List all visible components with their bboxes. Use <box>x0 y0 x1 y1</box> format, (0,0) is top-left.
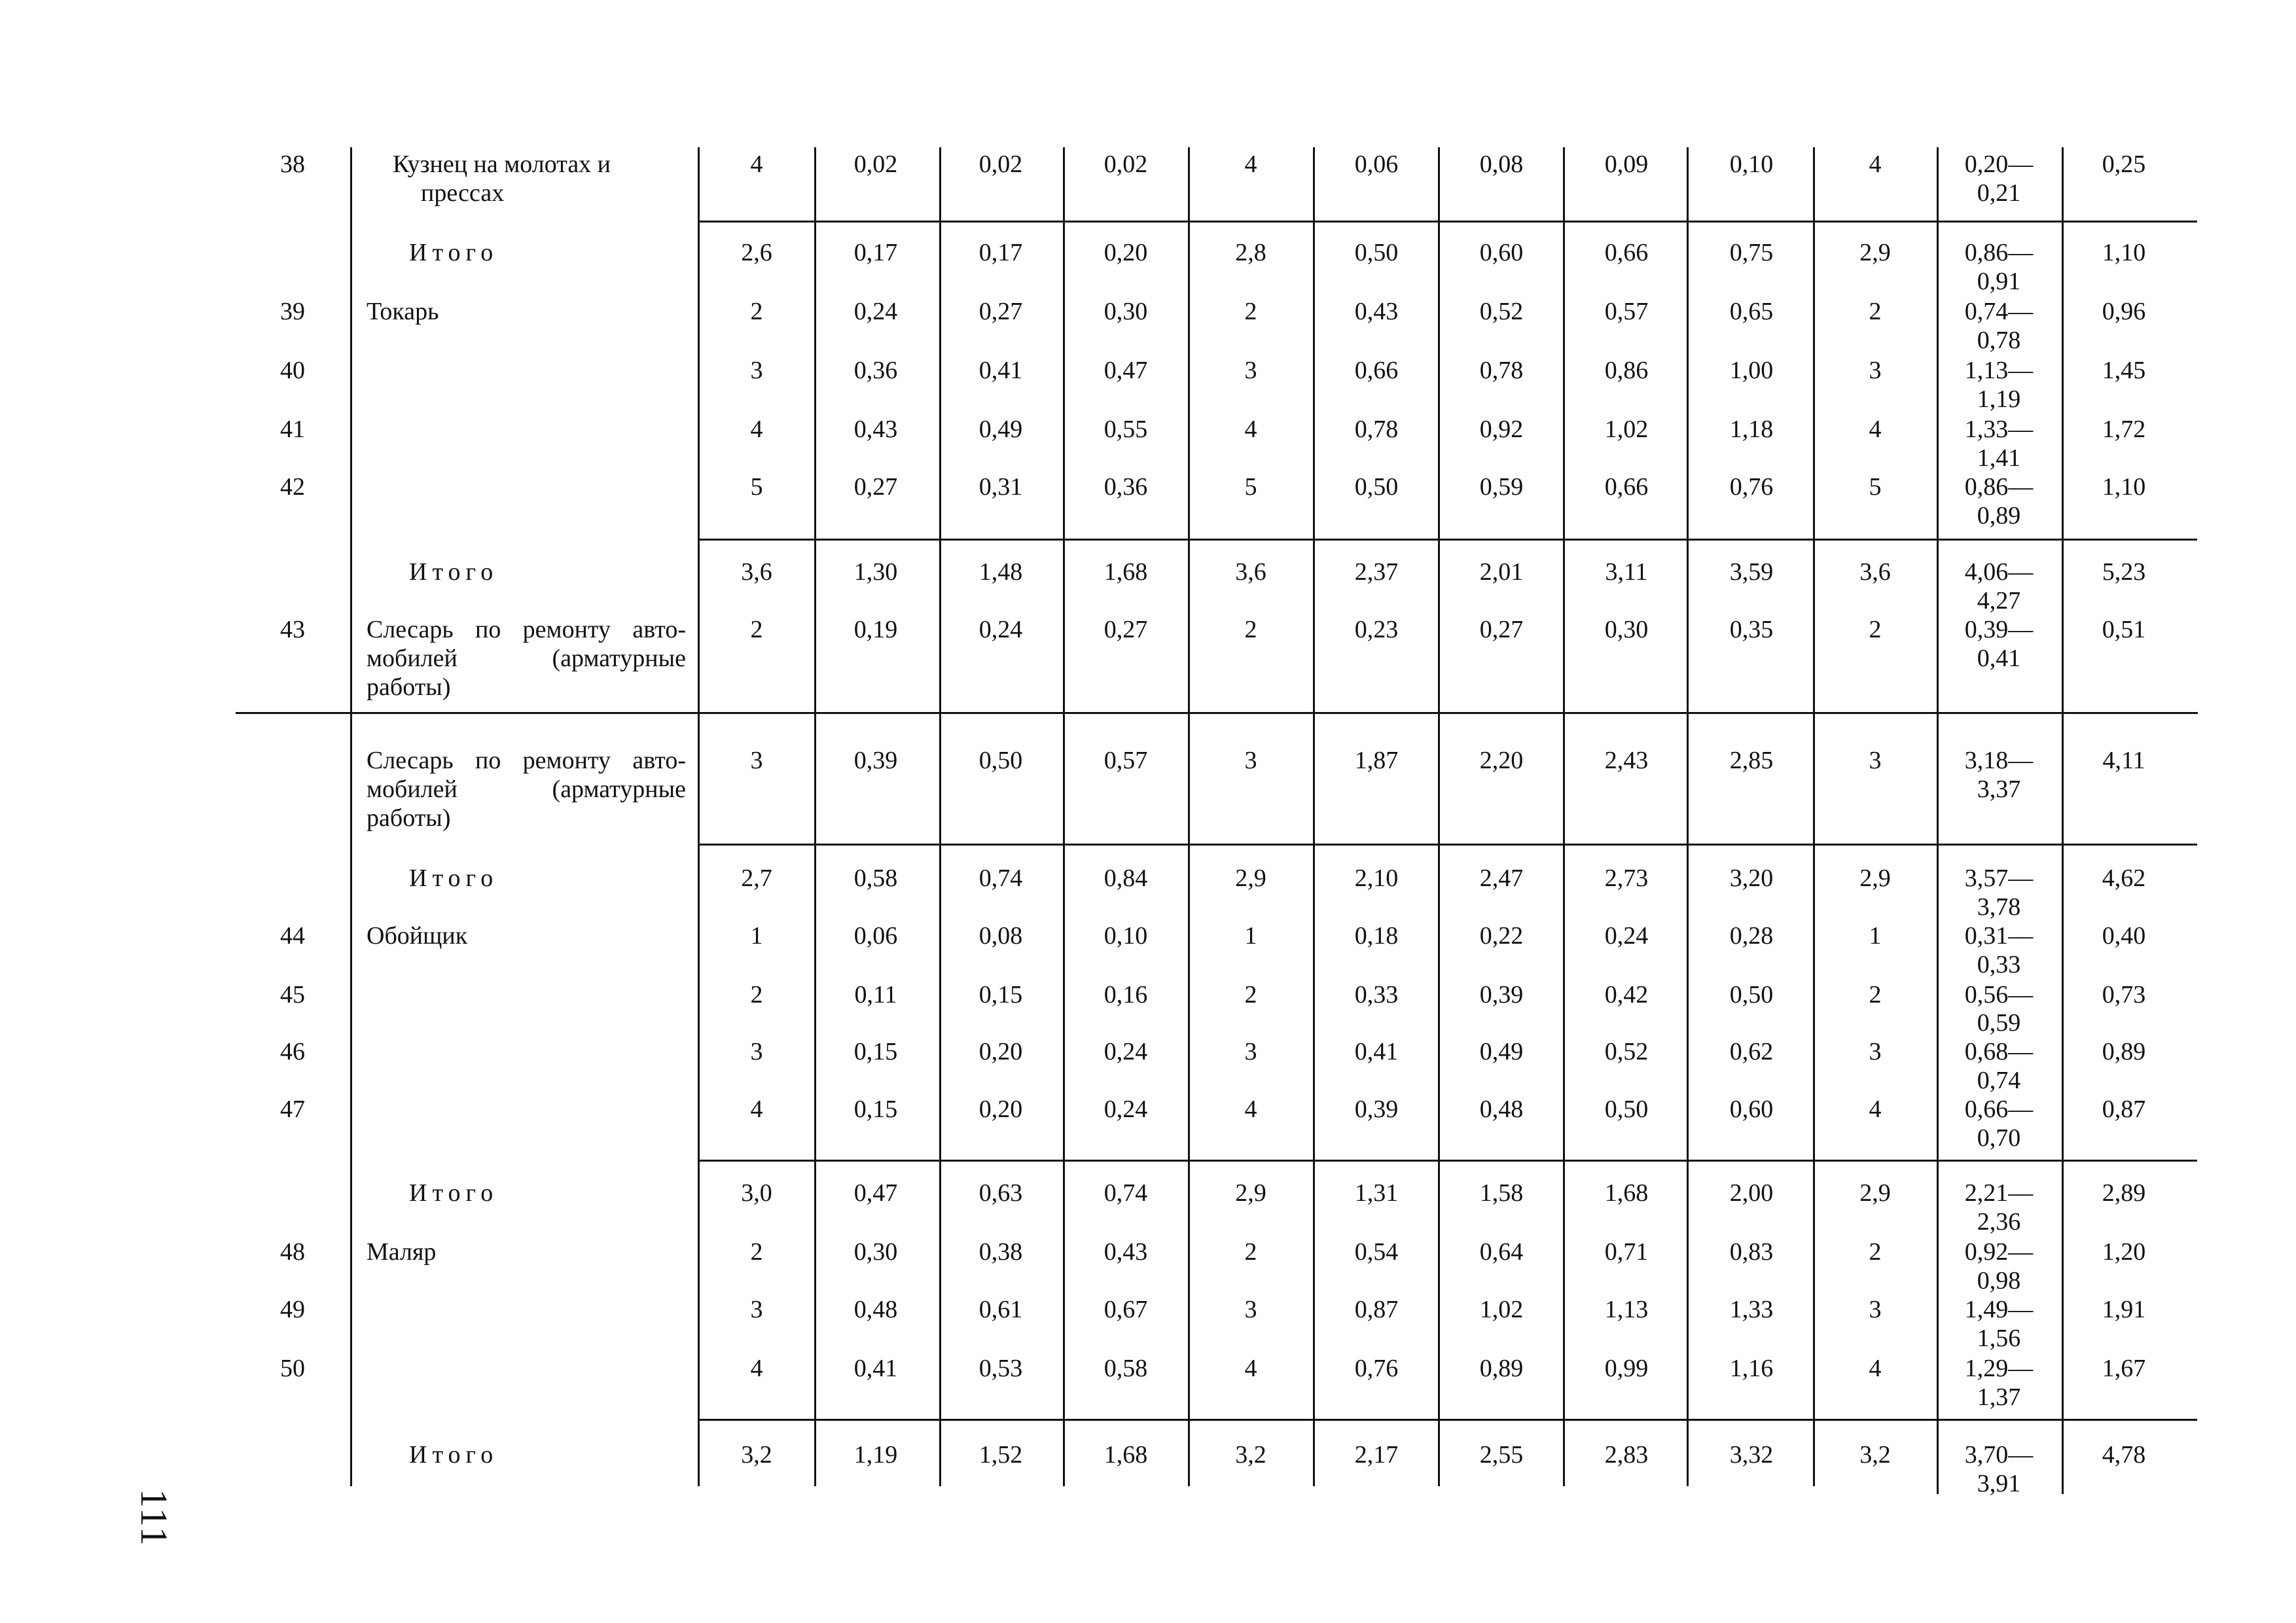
cell-value: 2 <box>1869 1238 1882 1266</box>
row-number: 46 <box>280 1038 305 1065</box>
cell-value: 0,60 <box>1479 239 1524 266</box>
cell-value: 0,27 <box>978 298 1023 325</box>
cell-value: 1,02 <box>1604 416 1649 443</box>
cell-value: 1 <box>1869 922 1882 950</box>
profession-name: Токарь <box>367 298 439 325</box>
cell-value: 1,41 <box>1977 444 2021 472</box>
cell-value: 1,91 <box>2102 1296 2146 1323</box>
cell-value: 0,76 <box>1729 473 1774 501</box>
cell-value: 1,87 <box>1354 747 1399 774</box>
cell-value: 0,33 <box>1977 951 2021 978</box>
cell-value: 3,6 <box>1859 558 1891 586</box>
cell-value: 0,22 <box>1479 922 1524 950</box>
cell-value: 0,67 <box>1103 1296 1148 1323</box>
cell-value: 3,2 <box>1859 1441 1891 1469</box>
row-number: 43 <box>280 616 305 643</box>
cell-value: 0,41 <box>853 1355 898 1382</box>
cell-value: 2,01 <box>1479 558 1524 586</box>
row-rule <box>698 1160 2197 1162</box>
column-rule <box>939 147 941 1486</box>
cell-value: 3,70— <box>1964 1441 2034 1469</box>
cell-value: 3 <box>750 747 763 774</box>
total-label: Итого <box>409 1179 499 1207</box>
cell-value: 5 <box>1244 473 1257 501</box>
cell-value: 0,43 <box>853 416 898 443</box>
cell-value: 0,50 <box>1354 473 1399 501</box>
cell-value: 4 <box>1869 1355 1882 1382</box>
cell-value: 3,59 <box>1729 558 1774 586</box>
cell-value: 0,20 <box>978 1038 1023 1065</box>
cell-value: 2 <box>750 1238 763 1266</box>
cell-value: 5 <box>1869 473 1882 501</box>
cell-value: 0,60 <box>1729 1096 1774 1123</box>
cell-value: 0,89 <box>2102 1038 2146 1065</box>
cell-value: 0,08 <box>1479 151 1524 178</box>
cell-value: 0,20— <box>1964 151 2034 178</box>
cell-value: 0,76 <box>1354 1355 1399 1382</box>
cell-value: 0,31— <box>1964 922 2034 950</box>
cell-value: 1,72 <box>2102 416 2146 443</box>
cell-value: 0,73 <box>2102 981 2146 1008</box>
column-rule <box>698 147 700 1486</box>
cell-value: 0,86— <box>1964 239 2034 266</box>
cell-value: 0,36 <box>1103 473 1148 501</box>
cell-value: 2,36 <box>1977 1208 2021 1236</box>
cell-value: 4 <box>1869 416 1882 443</box>
cell-value: 2,00 <box>1729 1179 1774 1207</box>
cell-value: 0,24 <box>1103 1038 1148 1065</box>
cell-value: 1,68 <box>1103 558 1148 586</box>
cell-value: 0,74 <box>1103 1179 1148 1207</box>
cell-value: 4 <box>1869 1096 1882 1123</box>
cell-value: 0,98 <box>1977 1267 2021 1294</box>
cell-value: 0,41 <box>1977 645 2021 672</box>
cell-value: 0,51 <box>2102 616 2146 643</box>
cell-value: 0,36 <box>853 357 898 384</box>
profession-name: Обойщик <box>367 922 468 950</box>
cell-value: 0,06 <box>853 922 898 950</box>
cell-value: 3 <box>750 1038 763 1065</box>
cell-value: 0,08 <box>978 922 1023 950</box>
cell-value: 1,45 <box>2102 357 2146 384</box>
cell-value: 1,30 <box>853 558 898 586</box>
cell-value: 0,84 <box>1103 865 1148 892</box>
cell-value: 3,11 <box>1605 558 1648 586</box>
cell-value: 3 <box>1869 747 1882 774</box>
cell-value: 2,83 <box>1604 1441 1649 1469</box>
column-rule <box>2062 147 2064 1494</box>
cell-value: 0,10 <box>1729 151 1774 178</box>
total-label: Итого <box>409 865 499 892</box>
cell-value: 0,15 <box>978 981 1023 1008</box>
cell-value: 0,43 <box>1354 298 1399 325</box>
cell-value: 0,66 <box>1354 357 1399 384</box>
total-label: Итого <box>409 558 499 586</box>
cell-value: 0,74 <box>1977 1067 2021 1094</box>
cell-value: 0,49 <box>1479 1038 1524 1065</box>
cell-value: 1,49— <box>1964 1296 2034 1323</box>
cell-value: 2,37 <box>1354 558 1399 586</box>
cell-value: 1 <box>750 922 763 950</box>
cell-value: 0,02 <box>853 151 898 178</box>
column-rule <box>1563 147 1565 1486</box>
cell-value: 2,20 <box>1479 747 1524 774</box>
cell-value: 0,50 <box>1354 239 1399 266</box>
cell-value: 0,18 <box>1354 922 1399 950</box>
cell-value: 4,06— <box>1964 558 2034 586</box>
cell-value: 1,33 <box>1729 1296 1774 1323</box>
cell-value: 0,21 <box>1977 179 2021 207</box>
row-rule <box>698 539 2197 541</box>
cell-value: 0,58 <box>853 865 898 892</box>
cell-value: 4 <box>750 1096 763 1123</box>
cell-value: 0,54 <box>1354 1238 1399 1266</box>
cell-value: 1,29— <box>1964 1355 2034 1382</box>
cell-value: 0,50 <box>1604 1096 1649 1123</box>
row-rule <box>698 1419 2197 1421</box>
cell-value: 0,11 <box>854 981 897 1008</box>
profession-name: работы) <box>367 804 451 832</box>
cell-value: 3 <box>1869 357 1882 384</box>
column-rule <box>1937 147 1939 1494</box>
row-number: 38 <box>280 151 305 178</box>
cell-value: 2 <box>1244 616 1257 643</box>
cell-value: 4 <box>1244 416 1257 443</box>
cell-value: 0,24 <box>978 616 1023 643</box>
cell-value: 4,27 <box>1977 587 2021 615</box>
cell-value: 0,87 <box>2102 1096 2146 1123</box>
cell-value: 0,48 <box>853 1296 898 1323</box>
cell-value: 0,70 <box>1977 1124 2021 1152</box>
cell-value: 4 <box>750 151 763 178</box>
column-rule <box>1813 147 1815 1486</box>
cell-value: 2,85 <box>1729 747 1774 774</box>
row-number: 47 <box>280 1096 305 1123</box>
cell-value: 0,10 <box>1103 922 1148 950</box>
cell-value: 0,83 <box>1729 1238 1774 1266</box>
cell-value: 0,75 <box>1729 239 1774 266</box>
cell-value: 2,9 <box>1235 1179 1266 1207</box>
cell-value: 2 <box>750 616 763 643</box>
cell-value: 3,91 <box>1977 1470 2021 1497</box>
cell-value: 0,78 <box>1479 357 1524 384</box>
cell-value: 2 <box>1869 981 1882 1008</box>
cell-value: 0,42 <box>1604 981 1649 1008</box>
cell-value: 1,19 <box>853 1441 898 1469</box>
row-number: 45 <box>280 981 305 1008</box>
cell-value: 0,20 <box>1103 239 1148 266</box>
cell-value: 0,96 <box>2102 298 2146 325</box>
cell-value: 0,43 <box>1103 1238 1148 1266</box>
cell-value: 0,27 <box>1479 616 1524 643</box>
cell-value: 1,67 <box>2102 1355 2146 1382</box>
cell-value: 0,86— <box>1964 473 2034 501</box>
cell-value: 0,30 <box>1604 616 1649 643</box>
cell-value: 3,37 <box>1977 776 2021 803</box>
cell-value: 0,02 <box>1103 151 1148 178</box>
cell-value: 0,39 <box>1354 1096 1399 1123</box>
cell-value: 2,47 <box>1479 865 1524 892</box>
cell-value: 1,10 <box>2102 239 2146 266</box>
cell-value: 3,6 <box>1235 558 1266 586</box>
cell-value: 0,27 <box>853 473 898 501</box>
cell-value: 0,50 <box>1729 981 1774 1008</box>
cell-value: 0,19 <box>853 616 898 643</box>
profession-name: Маляр <box>367 1238 437 1266</box>
cell-value: 0,91 <box>1977 268 2021 295</box>
cell-value: 0,74— <box>1964 298 2034 325</box>
cell-value: 0,39 <box>853 747 898 774</box>
cell-value: 0,61 <box>978 1296 1023 1323</box>
cell-value: 0,89 <box>1479 1355 1524 1382</box>
cell-value: 3,32 <box>1729 1441 1774 1469</box>
row-number: 39 <box>280 298 305 325</box>
cell-value: 0,15 <box>853 1038 898 1065</box>
cell-value: 0,24 <box>1604 922 1649 950</box>
cell-value: 2,10 <box>1354 865 1399 892</box>
cell-value: 1,52 <box>978 1441 1023 1469</box>
cell-value: 0,30 <box>1103 298 1148 325</box>
cell-value: 2,8 <box>1235 239 1266 266</box>
row-number: 42 <box>280 473 305 501</box>
cell-value: 4,78 <box>2102 1441 2146 1469</box>
column-rule <box>1438 147 1440 1486</box>
cell-value: 3,18— <box>1964 747 2034 774</box>
cell-value: 2,55 <box>1479 1441 1524 1469</box>
column-rule <box>1188 147 1190 1486</box>
row-number: 49 <box>280 1296 305 1323</box>
cell-value: 2,9 <box>1859 239 1891 266</box>
row-number: 44 <box>280 922 305 950</box>
profession-name: прессах <box>421 179 505 207</box>
cell-value: 0,24 <box>853 298 898 325</box>
cell-value: 0,40 <box>2102 922 2146 950</box>
cell-value: 0,64 <box>1479 1238 1524 1266</box>
cell-value: 0,71 <box>1604 1238 1649 1266</box>
cell-value: 0,39— <box>1964 616 2034 643</box>
row-rule <box>698 844 2197 846</box>
cell-value: 1,33— <box>1964 416 2034 443</box>
cell-value: 0,23 <box>1354 616 1399 643</box>
cell-value: 0,47 <box>853 1179 898 1207</box>
cell-value: 0,59 <box>1977 1009 2021 1037</box>
total-label: Итого <box>409 1441 499 1469</box>
cell-value: 0,02 <box>978 151 1023 178</box>
cell-value: 0,27 <box>1103 616 1148 643</box>
profession-name: мобилей (арматурные <box>367 645 686 672</box>
cell-value: 0,06 <box>1354 151 1399 178</box>
cell-value: 0,55 <box>1103 416 1148 443</box>
row-number: 40 <box>280 357 305 384</box>
cell-value: 2,9 <box>1859 865 1891 892</box>
cell-value: 0,62 <box>1729 1038 1774 1065</box>
cell-value: 2 <box>1244 298 1257 325</box>
cell-value: 2,6 <box>741 239 772 266</box>
cell-value: 0,58 <box>1103 1355 1148 1382</box>
cell-value: 0,30 <box>853 1238 898 1266</box>
cell-value: 1,13 <box>1604 1296 1649 1323</box>
cell-value: 2 <box>750 981 763 1008</box>
row-rule <box>698 221 2197 223</box>
cell-value: 1,10 <box>2102 473 2146 501</box>
row-rule <box>236 712 2198 714</box>
cell-value: 0,41 <box>1354 1038 1399 1065</box>
cell-value: 3 <box>1244 357 1257 384</box>
cell-value: 2,17 <box>1354 1441 1399 1469</box>
cell-value: 3,0 <box>741 1179 772 1207</box>
row-number: 48 <box>280 1238 305 1266</box>
cell-value: 0,78 <box>1977 327 2021 354</box>
cell-value: 5,23 <box>2102 558 2146 586</box>
cell-value: 2,43 <box>1604 747 1649 774</box>
cell-value: 3 <box>1244 747 1257 774</box>
cell-value: 4 <box>1244 1096 1257 1123</box>
cell-value: 0,52 <box>1604 1038 1649 1065</box>
profession-name: Слесарь по ремонту авто- <box>367 747 686 774</box>
cell-value: 0,33 <box>1354 981 1399 1008</box>
cell-value: 0,74 <box>978 865 1023 892</box>
cell-value: 4 <box>750 1355 763 1382</box>
cell-value: 0,68— <box>1964 1038 2034 1065</box>
cell-value: 4 <box>1244 151 1257 178</box>
cell-value: 1,18 <box>1729 416 1774 443</box>
cell-value: 0,66 <box>1604 473 1649 501</box>
cell-value: 0,24 <box>1103 1096 1148 1123</box>
cell-value: 0,57 <box>1103 747 1148 774</box>
cell-value: 3 <box>750 357 763 384</box>
cell-value: 3,6 <box>741 558 772 586</box>
total-label: Итого <box>409 239 499 266</box>
cell-value: 0,63 <box>978 1179 1023 1207</box>
cell-value: 1 <box>1244 922 1257 950</box>
column-rule <box>814 147 816 1486</box>
cell-value: 4,62 <box>2102 865 2146 892</box>
cell-value: 0,57 <box>1604 298 1649 325</box>
cell-value: 3,78 <box>1977 893 2021 921</box>
cell-value: 2,21— <box>1964 1179 2034 1207</box>
cell-value: 1,58 <box>1479 1179 1524 1207</box>
cell-value: 3,2 <box>1235 1441 1266 1469</box>
row-number: 41 <box>280 416 305 443</box>
column-rule <box>1687 147 1689 1486</box>
cell-value: 0,53 <box>978 1355 1023 1382</box>
cell-value: 0,66 <box>1604 239 1649 266</box>
cell-value: 1,68 <box>1103 1441 1148 1469</box>
cell-value: 0,48 <box>1479 1096 1524 1123</box>
cell-value: 1,00 <box>1729 357 1774 384</box>
cell-value: 0,41 <box>978 357 1023 384</box>
cell-value: 0,15 <box>853 1096 898 1123</box>
cell-value: 2 <box>1869 616 1882 643</box>
cell-value: 0,56— <box>1964 981 2034 1008</box>
column-rule <box>1313 147 1315 1486</box>
profession-name: мобилей (арматурные <box>367 776 686 803</box>
cell-value: 2,89 <box>2102 1179 2146 1207</box>
row-number: 50 <box>280 1355 305 1382</box>
cell-value: 3 <box>1244 1038 1257 1065</box>
cell-value: 0,49 <box>978 416 1023 443</box>
cell-value: 0,99 <box>1604 1355 1649 1382</box>
page-number: 111 <box>133 1489 175 1547</box>
cell-value: 0,78 <box>1354 416 1399 443</box>
cell-value: 2,73 <box>1604 865 1649 892</box>
profession-name: Слесарь по ремонту авто- <box>367 616 686 643</box>
cell-value: 0,92— <box>1964 1238 2034 1266</box>
column-rule <box>1063 147 1065 1486</box>
profession-name: работы) <box>367 673 451 701</box>
cell-value: 0,38 <box>978 1238 1023 1266</box>
cell-value: 1,31 <box>1354 1179 1399 1207</box>
cell-value: 0,17 <box>978 239 1023 266</box>
cell-value: 1,37 <box>1977 1383 2021 1411</box>
cell-value: 4 <box>750 416 763 443</box>
cell-value: 0,25 <box>2102 151 2146 178</box>
cell-value: 1,48 <box>978 558 1023 586</box>
cell-value: 2,9 <box>1235 865 1266 892</box>
cell-value: 0,86 <box>1604 357 1649 384</box>
cell-value: 2 <box>1244 981 1257 1008</box>
cell-value: 1,68 <box>1604 1179 1649 1207</box>
cell-value: 0,20 <box>978 1096 1023 1123</box>
cell-value: 1,56 <box>1977 1325 2021 1352</box>
cell-value: 0,87 <box>1354 1296 1399 1323</box>
cell-value: 3 <box>1244 1296 1257 1323</box>
cell-value: 2 <box>1869 298 1882 325</box>
cell-value: 1,19 <box>1977 385 2021 413</box>
cell-value: 2,7 <box>741 865 772 892</box>
cell-value: 1,20 <box>2102 1238 2146 1266</box>
cell-value: 1,16 <box>1729 1355 1774 1382</box>
cell-value: 2 <box>1244 1238 1257 1266</box>
cell-value: 3,20 <box>1729 865 1774 892</box>
cell-value: 5 <box>750 473 763 501</box>
cell-value: 0,52 <box>1479 298 1524 325</box>
cell-value: 0,16 <box>1103 981 1148 1008</box>
cell-value: 4 <box>1869 151 1882 178</box>
cell-value: 1,13— <box>1964 357 2034 384</box>
cell-value: 3,57— <box>1964 865 2034 892</box>
cell-value: 0,35 <box>1729 616 1774 643</box>
cell-value: 0,59 <box>1479 473 1524 501</box>
cell-value: 2,9 <box>1859 1179 1891 1207</box>
cell-value: 0,31 <box>978 473 1023 501</box>
cell-value: 3 <box>1869 1296 1882 1323</box>
cell-value: 0,39 <box>1479 981 1524 1008</box>
cell-value: 0,66— <box>1964 1096 2034 1123</box>
cell-value: 0,89 <box>1977 502 2021 529</box>
cell-value: 4 <box>1244 1355 1257 1382</box>
cell-value: 0,47 <box>1103 357 1148 384</box>
cell-value: 0,28 <box>1729 922 1774 950</box>
cell-value: 2 <box>750 298 763 325</box>
cell-value: 4,11 <box>2102 747 2145 774</box>
cell-value: 0,09 <box>1604 151 1649 178</box>
cell-value: 3,2 <box>741 1441 772 1469</box>
cell-value: 0,17 <box>853 239 898 266</box>
cell-value: 0,65 <box>1729 298 1774 325</box>
cell-value: 0,50 <box>978 747 1023 774</box>
cell-value: 3 <box>750 1296 763 1323</box>
column-rule <box>350 147 352 1486</box>
cell-value: 3 <box>1869 1038 1882 1065</box>
cell-value: 0,92 <box>1479 416 1524 443</box>
profession-name: Кузнец на молотах и <box>393 151 611 178</box>
cell-value: 1,02 <box>1479 1296 1524 1323</box>
